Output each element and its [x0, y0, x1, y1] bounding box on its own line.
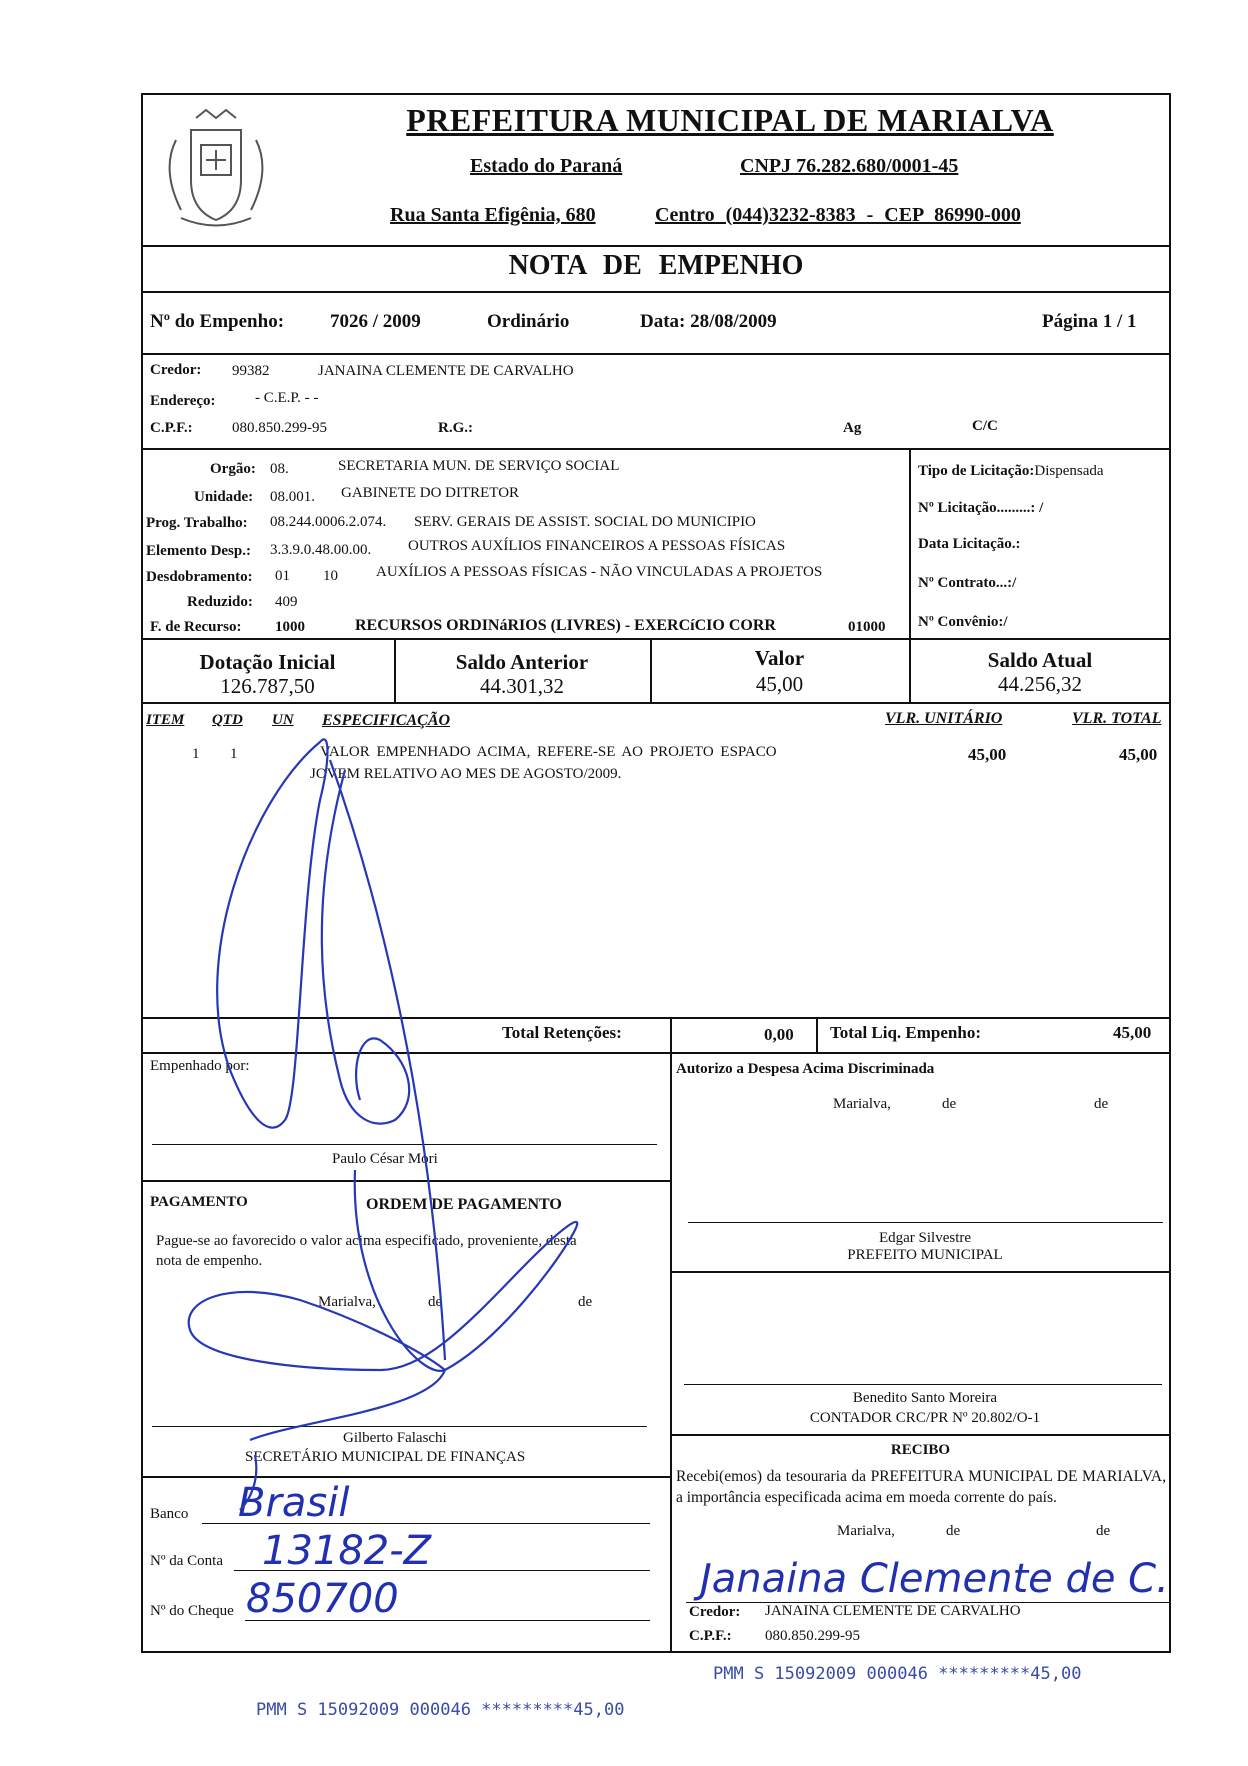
prog-label: Prog. Trabalho:: [146, 515, 248, 531]
dotacao-label: Dotação Inicial: [199, 650, 336, 674]
ret-value: 0,00: [764, 1025, 794, 1044]
doc-title: NOTA DE EMPENHO: [508, 250, 804, 281]
liq-value: 45,00: [1113, 1023, 1152, 1042]
prefeito-name: Edgar Silvestre: [878, 1230, 972, 1246]
cc-label: C/C: [972, 418, 998, 434]
empenho-num-label: Nº do Empenho:: [150, 311, 285, 332]
elem-name: OUTROS AUXÍLIOS FINANCEIROS A PESSOAS FÍSICAS: [408, 538, 786, 554]
desd-label: Desdobramento:: [146, 569, 253, 585]
ag-label: Ag: [843, 420, 862, 436]
recibo-label: RECIBO: [890, 1442, 951, 1458]
atual-value: 44.256,32: [998, 672, 1082, 696]
liq-label: Total Liq. Empenho:: [830, 1023, 981, 1042]
recibo-credor-label: Credor:: [689, 1604, 741, 1620]
address-label: Endereço:: [150, 393, 216, 409]
contador-name: Benedito Santo Moreira: [852, 1390, 998, 1406]
desd-name: AUXÍLIOS A PESSOAS FÍSICAS - NÃO VINCULADAS A PROJETOS: [376, 564, 823, 580]
header-address: Rua Santa Efigênia, 680: [390, 204, 596, 226]
cheque-label: Nº do Cheque: [150, 1603, 234, 1619]
credor-name: JANAINA CLEMENTE DE CARVALHO: [318, 363, 574, 379]
col-qtd: QTD: [212, 712, 243, 728]
dotacao-value: 126.787,50: [220, 674, 315, 698]
item-qtd: 1: [230, 746, 238, 762]
ret-label: Total Retenções:: [502, 1023, 622, 1042]
desd-code2: 10: [323, 568, 338, 584]
anterior-value: 44.301,32: [480, 674, 564, 698]
unidade-name: GABINETE DO DITRETOR: [341, 485, 520, 501]
item-unit: 45,00: [968, 745, 1007, 764]
valor-label: Valor: [754, 646, 805, 670]
pagamento-label: PAGAMENTO: [150, 1194, 248, 1210]
anterior-label: Saldo Anterior: [455, 650, 589, 674]
pagamento-text1: Pague-se ao favorecido o valor acima especificado, proveniente, desta: [156, 1233, 577, 1249]
recibo-cpf: 080.850.299-95: [765, 1628, 860, 1644]
atual-label: Saldo Atual: [987, 648, 1093, 672]
licitacao-data: Data Licitação.:: [918, 536, 1021, 552]
rec-code2: 01000: [848, 619, 886, 635]
item-num: 1: [192, 746, 200, 762]
ordem-label: ORDEM DE PAGAMENTO: [366, 1196, 562, 1213]
recibo-de2: de: [1096, 1523, 1111, 1539]
recibo-text: Recebi(emos) da tesouraria da PREFEITURA MUNICIPAL DE MARIALVA, a importância especificada acima em moeda corrente do país.: [676, 1468, 1166, 1506]
orgao-code: 08.: [270, 461, 289, 477]
banco-hand: Brasil: [238, 1480, 350, 1526]
banco-label: Banco: [150, 1506, 189, 1522]
item-desc-line1: VALOR EMPENHADO ACIMA, REFERE-SE AO PROJETO ESPACO: [320, 744, 777, 760]
recibo-signature: Janaina Clemente de C.: [700, 1556, 1169, 1602]
desd-code1: 01: [275, 568, 290, 584]
col-especificacao: ESPECIFICAÇÃO: [322, 712, 451, 729]
autorizo-de1: de: [942, 1096, 957, 1112]
empenho-type: Ordinário: [487, 311, 570, 332]
header-state: Estado do Paraná: [470, 155, 623, 177]
credor-label: Credor:: [150, 362, 202, 378]
rec-code: 1000: [275, 619, 305, 635]
empenho-page: Página 1 / 1: [1042, 311, 1137, 332]
rec-name: RECURSOS ORDINáRIOS (LIVRES) - EXERCíCIO CORR: [355, 617, 776, 634]
autorizo-city: Marialva,: [833, 1096, 891, 1112]
pagamento-de2: de: [578, 1294, 593, 1310]
licitacao-convenio: Nº Convênio:/: [918, 614, 1008, 630]
licitacao-num: Nº Licitação.........: /: [918, 500, 1044, 516]
header-contact: Centro (044)3232-8383 - CEP 86990-000: [655, 204, 1021, 226]
autorizo-label: Autorizo a Despesa Acima Discriminada: [676, 1061, 935, 1077]
conta-label: Nº da Conta: [150, 1553, 223, 1569]
recibo-credor-name: JANAINA CLEMENTE DE CARVALHO: [765, 1603, 1021, 1619]
unidade-label: Unidade:: [194, 489, 254, 505]
recibo-de1: de: [946, 1523, 961, 1539]
pagamento-de1: de: [428, 1294, 443, 1310]
col-total: VLR. TOTAL: [1072, 710, 1162, 727]
rec-label: F. de Recurso:: [150, 619, 242, 635]
col-item: ITEM: [146, 712, 185, 728]
sec-title: SECRETÁRIO MUNICIPAL DE FINANÇAS: [245, 1449, 526, 1465]
recibo-cpf-label: C.P.F.:: [689, 1628, 732, 1644]
elem-label: Elemento Desp.:: [146, 543, 251, 559]
empenhado-label: Empenhado por:: [150, 1058, 250, 1074]
cpf-value: 080.850.299-95: [232, 420, 327, 436]
red-label: Reduzido:: [187, 594, 253, 610]
prog-code: 08.244.0006.2.074.: [270, 514, 387, 530]
conta-hand: 13182-Z: [262, 1528, 432, 1574]
sec-name: Gilberto Falaschi: [343, 1430, 447, 1446]
pagamento-city: Marialva,: [318, 1294, 376, 1310]
header-title: PREFEITURA MUNICIPAL DE MARIALVA: [406, 102, 1054, 138]
licitacao-contrato: Nº Contrato...:/: [918, 575, 1017, 591]
stamp-1: PMM S 15092009 000046 *********45,00: [713, 1664, 1082, 1684]
licitacao-tipo-value: Dispensada: [1034, 463, 1104, 479]
orgao-name: SECRETARIA MUN. DE SERVIÇO SOCIAL: [338, 458, 620, 474]
stamp-2: PMM S 15092009 000046 *********45,00: [256, 1700, 625, 1720]
empenho-num: 7026 / 2009: [330, 311, 421, 332]
licitacao-tipo-label: Tipo de Licitação:: [918, 463, 1035, 479]
pagamento-text2: nota de empenho.: [156, 1253, 263, 1269]
rg-label: R.G.:: [438, 420, 473, 436]
item-total: 45,00: [1119, 745, 1158, 764]
orgao-label: Orgão:: [210, 461, 256, 477]
unidade-code: 08.001.: [270, 489, 315, 505]
credor-code: 99382: [232, 363, 270, 379]
prog-name: SERV. GERAIS DE ASSIST. SOCIAL DO MUNICIPIO: [414, 514, 756, 530]
contador-title: CONTADOR CRC/PR Nº 20.802/O-1: [809, 1410, 1041, 1426]
autorizo-de2: de: [1094, 1096, 1109, 1112]
red-code: 409: [275, 594, 298, 610]
elem-code: 3.3.9.0.48.00.00.: [270, 542, 372, 558]
address-value: - C.E.P. - -: [255, 390, 319, 406]
empenhado-name: Paulo César Mori: [332, 1151, 438, 1167]
valor-value: 45,00: [755, 672, 804, 696]
col-unit: VLR. UNITÁRIO: [885, 710, 1003, 727]
item-desc-line2: JOVEM RELATIVO AO MES DE AGOSTO/2009.: [310, 766, 622, 782]
recibo-city: Marialva,: [837, 1523, 895, 1539]
cheque-hand: 850700: [246, 1576, 399, 1622]
cpf-label: C.P.F.:: [150, 420, 193, 436]
col-un: UN: [272, 712, 294, 728]
prefeito-title: PREFEITO MUNICIPAL: [847, 1247, 1003, 1263]
empenho-date: Data: 28/08/2009: [640, 311, 777, 332]
header-cnpj: CNPJ 76.282.680/0001-45: [740, 155, 959, 177]
